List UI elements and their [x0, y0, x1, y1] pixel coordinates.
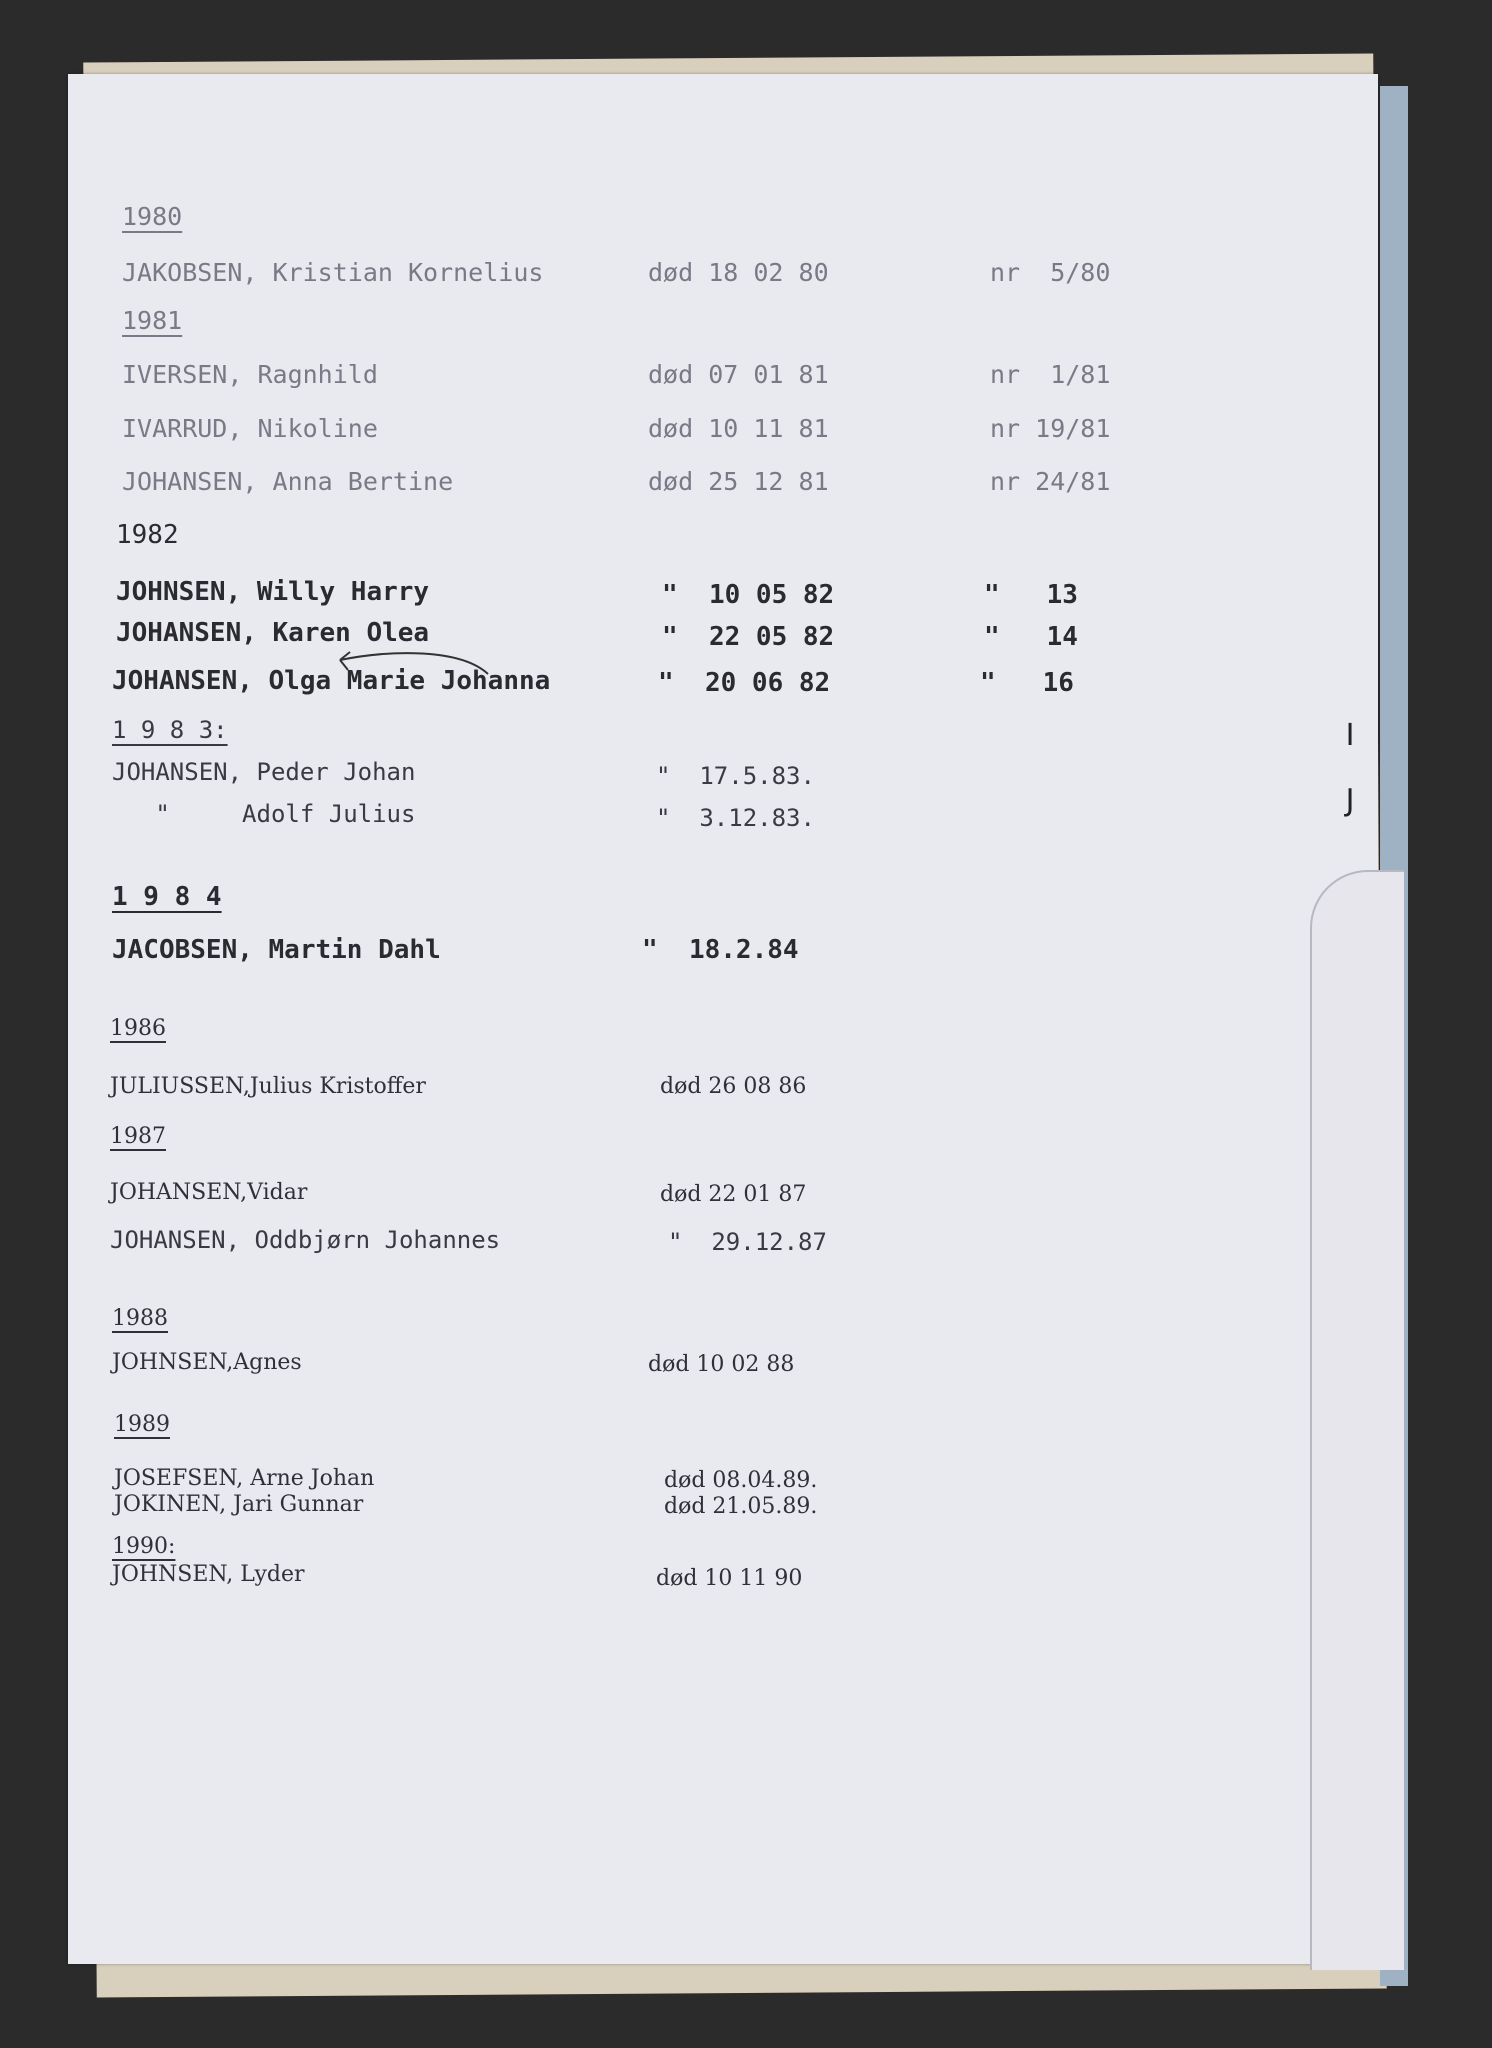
entry-date: død 10 02 88: [648, 1352, 795, 1377]
entry-number: " 13: [984, 580, 1078, 610]
entry-name: JOKINEN, Jari Gunnar: [114, 1492, 364, 1517]
year-heading: 1989: [114, 1412, 170, 1437]
tab-letter-j: J: [1345, 783, 1355, 818]
entry-name: JACOBSEN, Martin Dahl: [112, 935, 441, 965]
entry-number: nr 5/80: [990, 258, 1111, 287]
year-heading: 1981: [122, 306, 183, 335]
entry-date: død 25 12 81: [648, 467, 829, 496]
entry-date: " 17.5.83.: [656, 762, 815, 790]
entry-date: død 21.05.89.: [664, 1494, 818, 1519]
entry-name: JOHANSEN, Oddbjørn Johannes: [110, 1226, 501, 1254]
entry-number: nr 1/81: [990, 360, 1111, 389]
entry-date: " 10 05 82: [662, 580, 835, 610]
entry-number: nr 19/81: [990, 414, 1111, 443]
entry-date: død 07 01 81: [648, 360, 829, 389]
entry-number: " 14: [984, 622, 1078, 652]
entry-number: nr 24/81: [990, 467, 1111, 496]
entry-name: JOHANSEN, Anna Bertine: [122, 467, 454, 496]
entry-name: JOHNSEN, Willy Harry: [116, 577, 430, 607]
year-heading: 1 9 8 4: [112, 882, 222, 912]
year-heading: 1990:: [112, 1534, 176, 1559]
entry-name: JOHANSEN, Peder Johan: [112, 758, 416, 786]
entry-date: død 22 01 87: [660, 1182, 807, 1207]
year-heading: 1980: [122, 202, 183, 231]
handwritten-arrow: [330, 648, 500, 688]
entry-date: død 08.04.89.: [664, 1468, 818, 1493]
entry-date: død 10 11 90: [656, 1566, 803, 1591]
entry-date: død 26 08 86: [660, 1074, 807, 1099]
entry-name: " Adolf Julius: [112, 800, 416, 828]
entry-name: JOHNSEN,Agnes: [112, 1350, 302, 1375]
entry-name: JOHNSEN, Lyder: [112, 1562, 305, 1587]
year-heading: 1982: [116, 520, 179, 550]
entry-name: IVARRUD, Nikoline: [122, 414, 378, 443]
entry-name: JOHANSEN,Vidar: [110, 1180, 308, 1205]
year-heading: 1987: [110, 1124, 166, 1149]
entry-name: JAKOBSEN, Kristian Kornelius: [122, 258, 544, 287]
year-heading: 1 9 8 3:: [112, 716, 228, 744]
entry-date: " 18.2.84: [642, 935, 799, 965]
entry-name: JOSEFSEN, Arne Johan: [114, 1466, 375, 1491]
tab-letter-i: I: [1345, 718, 1355, 753]
entry-date: " 22 05 82: [662, 622, 835, 652]
entry-date: død 18 02 80: [648, 258, 829, 287]
entry-name: JULIUSSEN,Julius Kristoffer: [110, 1074, 426, 1099]
entry-date: " 20 06 82: [658, 668, 831, 698]
entry-date: død 10 11 81: [648, 414, 829, 443]
year-heading: 1986: [110, 1016, 166, 1041]
entry-name: JOHANSEN, Olga Marie Johanna: [112, 666, 551, 696]
entry-date: " 29.12.87: [668, 1228, 827, 1256]
entry-date: " 3.12.83.: [656, 804, 815, 832]
entry-number: " 16: [980, 668, 1074, 698]
year-heading: 1988: [112, 1306, 168, 1331]
entry-name: IVERSEN, Ragnhild: [122, 360, 378, 389]
entry-name: JOHANSEN, Karen Olea: [116, 618, 430, 648]
